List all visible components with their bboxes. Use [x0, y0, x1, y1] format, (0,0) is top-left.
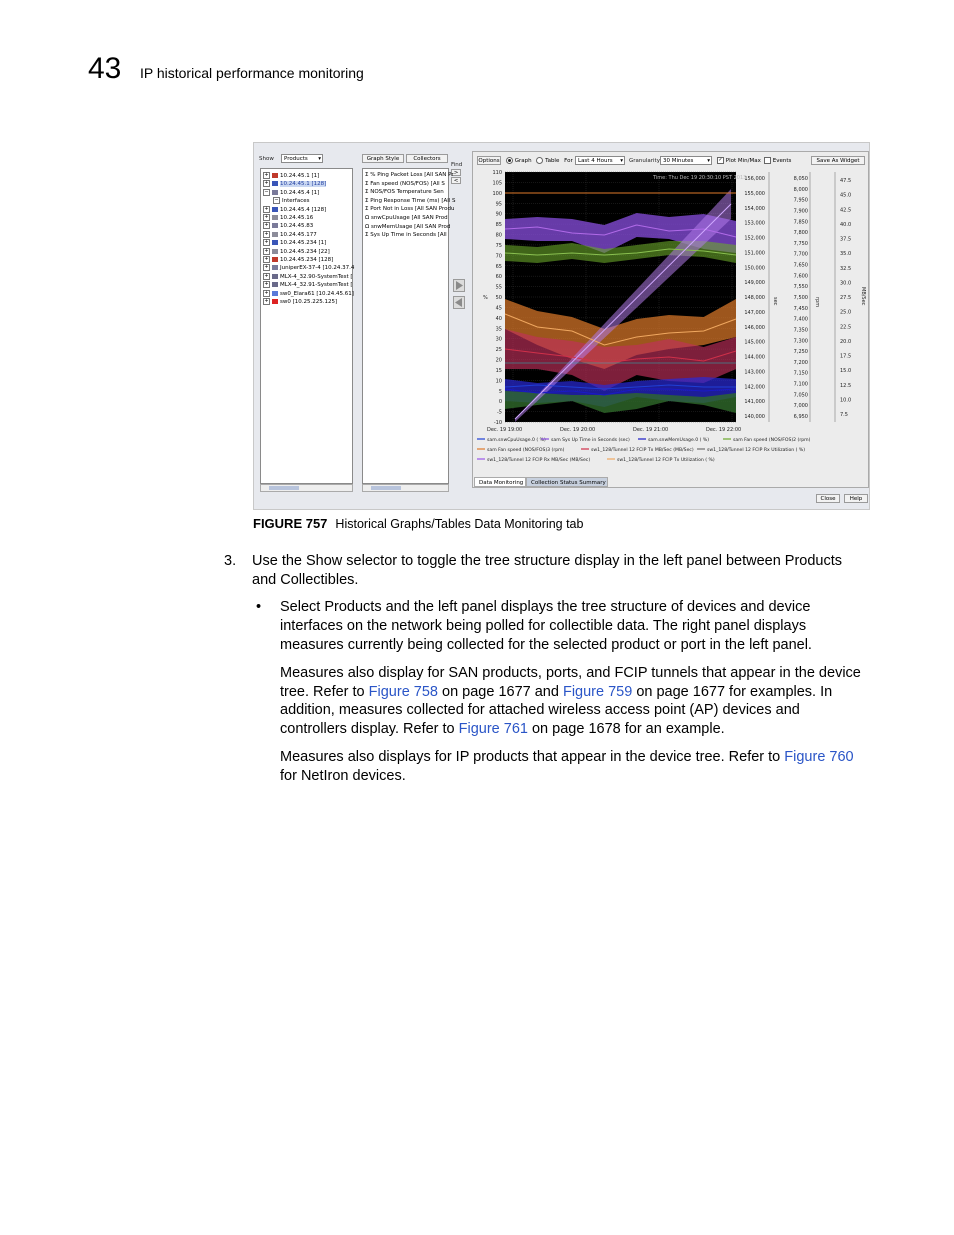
legend-label: sam Fan speed (NOS/FOS)3 (rpm) [487, 448, 565, 453]
para2-line4 [280, 720, 725, 739]
device-icon [272, 265, 278, 270]
mbs-tick-label: 22.5 [840, 324, 852, 331]
device-icon [272, 249, 278, 254]
sec-tick-label: 155,000 [744, 190, 765, 197]
expand-toggle-icon[interactable]: + [264, 256, 269, 262]
tree-item-label: 10.24.45.16 [280, 215, 314, 221]
sec-tick-label: 153,000 [744, 220, 765, 227]
rpm-tick-label: 7,050 [793, 392, 808, 399]
text-run: and the left panel displays the tree structure of devices and device [381, 599, 811, 615]
measure-item[interactable] [365, 181, 445, 187]
expand-toggle-icon[interactable]: + [264, 289, 269, 296]
legend-label: sam.snwMemUsage.0 ( %) [648, 438, 710, 443]
tree-item-label: Interfaces [282, 198, 310, 205]
y-tick-label: 70 [495, 253, 502, 260]
show-select[interactable] [281, 154, 323, 163]
measure-item-label: Port Not in Loss [All SAN Produ [370, 206, 455, 213]
y-tick-label: 100 [492, 190, 502, 197]
plot-minmax-option[interactable] [717, 157, 761, 164]
tree-item-label: 10.24.45.234 [1] [280, 240, 327, 247]
y-tick-label: 105 [492, 180, 502, 187]
measure-icon: Σ [365, 189, 371, 196]
rpm-tick-label: 7,950 [793, 197, 808, 204]
y-tick-label: 0 [498, 399, 502, 406]
text-run: . [354, 572, 359, 588]
chevron-down-icon: ▾ [707, 158, 710, 164]
y-tick-label: -5 [497, 409, 502, 416]
scrollbar-thumb[interactable] [269, 486, 299, 490]
y-tick-label: 45 [495, 305, 502, 312]
x-tick-label: Dec. 19 22:00 [706, 427, 742, 433]
figure-760-link[interactable]: Figure 760 [784, 749, 854, 765]
measure-icon: Ω [365, 215, 371, 221]
show-select-value: Products [284, 156, 308, 162]
expand-toggle-icon[interactable]: + [264, 264, 269, 271]
mbs-tick-label: 30.0 [840, 280, 852, 287]
measure-item-label: snwCpuUsage [All SAN Prod [370, 215, 448, 221]
device-tree-scrollbar[interactable] [260, 484, 353, 492]
device-icon [272, 282, 278, 287]
tree-item[interactable] [263, 264, 354, 271]
figure-caption [253, 516, 583, 531]
sec-tick-label: 145,000 [744, 339, 765, 346]
y-tick-label: 60 [495, 274, 502, 281]
y-tick-label: 65 [495, 263, 502, 270]
step-text-line2 [252, 571, 358, 590]
sec-tick-label: 152,000 [744, 235, 765, 242]
expand-toggle-icon[interactable]: + [264, 214, 269, 220]
view-mode-group [506, 157, 573, 164]
y-tick-label: 80 [495, 232, 502, 239]
tree-item-label: JuniperEX-37-4 [10.24.37.4 [280, 265, 355, 272]
measure-item[interactable] [365, 232, 447, 238]
for-label: For [564, 158, 573, 164]
expand-toggle-icon[interactable]: + [264, 172, 269, 178]
tree-item-label: 10.24.45.4 [1] [280, 189, 320, 196]
chevron-down-icon: ▾ [620, 158, 623, 164]
ui-term: Show [306, 553, 343, 569]
granularity-label: Granularity [629, 158, 660, 164]
rpm-tick-label: 7,700 [793, 251, 808, 258]
events-checkbox[interactable] [764, 157, 771, 164]
text-run: tree. Refer to [280, 684, 369, 700]
mbs-tick-label: 42.5 [840, 207, 852, 214]
text-run: Measures also displays for IP products that appear in the device tree. Refer to [280, 749, 785, 765]
rpm-tick-label: 7,550 [793, 284, 808, 291]
arrow-left-icon [454, 297, 464, 308]
figure-label: FIGURE 757 [253, 516, 328, 531]
measure-icon: Ω [365, 223, 371, 230]
sec-axis-label: sec [772, 297, 778, 306]
step-number: 3. [224, 553, 237, 569]
sec-tick-label: 151,000 [744, 250, 765, 257]
text-run: Select [280, 599, 325, 615]
mbs-tick-label: 32.5 [840, 265, 852, 272]
legend-label: sw1_128/Tunnel 12 FCIP Rx Utilization ( %) [707, 448, 806, 453]
tab-collection-status-summary[interactable]: Collection Status Summary [526, 477, 608, 487]
y-tick-label: 85 [495, 222, 502, 229]
rpm-tick-label: 7,500 [793, 295, 808, 301]
y-tick-label: 95 [495, 201, 502, 208]
find-label: Find [451, 162, 463, 168]
mbs-axis-label: MB/Sec [860, 287, 866, 306]
graph-radio-label: Graph [514, 158, 532, 164]
table-radio-label: Table [545, 158, 560, 164]
y-tick-label: 75 [495, 242, 502, 249]
device-icon [272, 240, 278, 245]
expand-toggle-icon[interactable]: + [264, 281, 269, 288]
mbs-tick-label: 27.5 [840, 295, 852, 301]
expand-toggle-icon[interactable]: + [264, 272, 269, 279]
tree-item[interactable] [263, 256, 333, 263]
tree-item-label: 10.24.45.4 [128] [280, 206, 327, 213]
para3-line1 [280, 748, 854, 767]
bullet-marker: • [256, 599, 262, 615]
granularity-select[interactable] [660, 156, 712, 165]
rpm-tick-label: 7,900 [793, 208, 808, 215]
y-tick-label: 25 [495, 347, 502, 354]
para2-line3: addition, measures collected for attached wireless access point (AP) devices and [280, 702, 800, 718]
y-tick-label: 15 [495, 367, 502, 374]
rpm-tick-label: 7,100 [793, 381, 808, 388]
measure-icon: Σ [365, 180, 371, 187]
save-as-widget-button[interactable]: Save As Widget [811, 156, 865, 165]
mbs-tick-label: 15.0 [840, 368, 852, 375]
text-run: controllers display. Refer to [280, 721, 459, 737]
expand-toggle-icon[interactable]: + [264, 205, 269, 212]
plot-minmax-checkbox[interactable]: ✓ [718, 157, 723, 163]
device-icon [272, 299, 278, 304]
mbs-tick-label: 45.0 [840, 192, 852, 199]
graph-radio[interactable] [506, 157, 513, 164]
tree-item[interactable] [263, 273, 353, 280]
rpm-tick-label: 7,850 [793, 219, 808, 226]
y-tick-label: 55 [495, 284, 502, 291]
para3-line2: for NetIron devices. [280, 768, 406, 784]
sec-tick-label: 148,000 [744, 295, 765, 301]
tree-item[interactable] [263, 206, 326, 213]
tree-item[interactable] [263, 222, 313, 229]
bullet-line1 [280, 598, 810, 617]
figure-title: Historical Graphs/Tables Data Monitoring tab [335, 517, 584, 531]
tree-item-label: 10.24.45.234 [128] [280, 257, 334, 263]
device-icon [272, 215, 278, 220]
sec-tick-label: 146,000 [744, 324, 765, 331]
measure-item-label: % Ping Packet Loss [All SAN Pr [370, 172, 454, 178]
rpm-tick-label: 7,000 [793, 403, 808, 410]
text-run: on page 1678 for an example. [527, 721, 725, 737]
mbs-tick-label: 10.0 [840, 397, 852, 404]
text-run: on page 1677 and [437, 684, 563, 700]
sec-tick-label: 149,000 [744, 280, 765, 287]
tree-item-label: MLX-4_32.91-SystemTest [ [280, 282, 353, 289]
rpm-tick-label: 7,150 [793, 370, 808, 377]
measure-icon: Σ [365, 197, 371, 204]
tree-item-label: sw0 [10.25.225.125] [280, 299, 338, 305]
measure-icon: Σ [365, 172, 371, 178]
for-select[interactable] [575, 156, 625, 165]
tree-item-label: 10.24.45.83 [280, 223, 314, 230]
options-button[interactable]: Options [478, 158, 500, 164]
y-tick-label: 30 [495, 336, 502, 343]
measure-item[interactable] [365, 215, 448, 221]
scrollbar-thumb[interactable] [371, 486, 401, 490]
arrow-right-icon [454, 280, 464, 291]
legend-label: sam Fan speed (NOS/FOS)2 (rpm) [733, 438, 811, 443]
legend-label: sw1_128/Tunnel 12 FCIP Rx MB/Sec (MB/Sec) [487, 458, 591, 463]
plot-minmax-label: Plot Min/Max [725, 158, 761, 164]
legend-label: sw1_128/Tunnel 12 FCIP Tx MB/Sec (MB/Sec) [591, 448, 694, 453]
tree-item[interactable] [263, 172, 319, 179]
time-readout: Time: Thu Dec 19 20:30:10 PST 2013 [653, 175, 747, 181]
measure-icon: Σ [365, 206, 371, 213]
rpm-tick-label: 7,200 [793, 359, 808, 366]
ui-term: Products [784, 553, 843, 569]
device-icon [272, 223, 278, 228]
rpm-tick-label: 7,400 [793, 316, 808, 323]
mbs-tick-label: 37.5 [840, 236, 852, 243]
expand-toggle-icon[interactable]: + [264, 298, 269, 304]
graph-style-button[interactable]: Graph Style [362, 154, 404, 163]
figure-759-link[interactable]: Figure 759 [562, 684, 633, 700]
for-select-value: Last 4 Hours [578, 158, 613, 164]
y-tick-label: 110 [492, 170, 502, 176]
tree-item[interactable] [263, 290, 354, 297]
measure-item[interactable] [365, 224, 450, 230]
text-run: selector to toggle the tree structure display in the left panel between [342, 553, 785, 569]
mbs-tick-label: 12.5 [840, 382, 852, 389]
ui-term: Collectibles [280, 572, 355, 588]
remove-arrow-button[interactable] [453, 296, 465, 309]
figure-758-link[interactable]: Figure 758 [368, 684, 438, 700]
expand-toggle-icon[interactable]: + [264, 222, 269, 229]
bullet-line2: interfaces on the network being polled for collectible data. The right panel displays [280, 618, 807, 634]
legend-label: sam Sys Up Time in Seconds (sec) [551, 438, 630, 443]
expand-toggle-icon[interactable]: + [264, 230, 269, 237]
sec-tick-label: 147,000 [744, 309, 765, 316]
tree-item-label: 10.24.45.234 [22] [280, 248, 330, 255]
para2-line2 [280, 683, 832, 702]
tree-item-label: 10.24.45.1 [128] [280, 181, 327, 188]
mbs-tick-label: 7.5 [840, 412, 848, 418]
tree-item[interactable] [263, 281, 353, 288]
measure-icon: Σ [365, 232, 371, 239]
close-button[interactable]: Close [816, 494, 840, 503]
device-icon [272, 274, 278, 279]
tree-item[interactable] [263, 214, 313, 221]
rpm-tick-label: 7,750 [793, 240, 808, 247]
x-tick-label: Dec. 19 19:00 [487, 427, 523, 433]
y-tick-label: 35 [495, 326, 502, 333]
expand-toggle-icon[interactable]: − [264, 188, 269, 195]
text-run: and [252, 572, 281, 588]
sec-tick-label: 144,000 [744, 354, 765, 361]
sec-tick-label: 150,000 [744, 265, 765, 272]
collectors-button[interactable]: Collectors [406, 154, 448, 163]
measure-item-label: snwMemUsage [All SAN Prod [370, 223, 451, 230]
measure-item-label: Ping Response Time (ms) [All S [370, 197, 456, 204]
granularity-select-value: 30 Minutes [663, 158, 694, 164]
rpm-tick-label: 7,300 [793, 338, 808, 345]
tree-item[interactable] [263, 298, 337, 305]
events-label: Events [772, 158, 792, 164]
chevron-down-icon: ▾ [318, 156, 321, 162]
device-icon [272, 181, 278, 186]
measure-item-label: Fan speed (NOS/FOS) [All S [370, 180, 445, 187]
device-icon [272, 291, 278, 296]
step-text-line1 [252, 552, 842, 571]
tree-item-label: 10.24.45.1 [1] [280, 173, 320, 179]
rpm-tick-label: 7,350 [793, 327, 808, 334]
divider [472, 487, 869, 488]
mbs-tick-label: 35.0 [840, 251, 852, 258]
help-button[interactable]: Help [844, 494, 868, 503]
tree-item[interactable] [263, 231, 317, 238]
device-icon [272, 207, 278, 212]
measure-list-scrollbar[interactable] [362, 484, 449, 492]
tree-item[interactable] [273, 197, 310, 204]
scroll-right-button[interactable]: > [451, 169, 461, 176]
rpm-tick-label: 7,600 [793, 273, 808, 280]
expand-toggle-icon[interactable]: + [264, 180, 269, 187]
measure-item[interactable] [365, 172, 454, 178]
y-tick-label: 20 [495, 357, 502, 364]
tab-data-monitoring[interactable]: Data Monitoring [474, 477, 526, 487]
y-tick-label: 90 [495, 211, 502, 218]
sec-tick-label: 142,000 [744, 384, 765, 391]
tree-item[interactable] [263, 239, 326, 246]
add-arrow-button[interactable] [453, 279, 465, 292]
device-icon [272, 232, 278, 237]
x-tick-label: Dec. 19 20:00 [560, 427, 596, 433]
sec-tick-label: 154,000 [744, 205, 765, 212]
sec-tick-label: 140,000 [744, 414, 765, 420]
tree-item-label: 10.24.45.177 [280, 231, 317, 238]
rpm-axis-label: rpm [814, 297, 820, 308]
rpm-tick-label: 7,650 [793, 262, 808, 269]
measure-item[interactable] [365, 198, 456, 204]
y-tick-label: 10 [495, 378, 502, 385]
rpm-tick-label: 7,250 [793, 349, 808, 356]
measure-item-label: NOS/FOS Temperature Sen [370, 189, 444, 196]
legend-label: sam.snwCpuUsage.0 ( %) [487, 438, 546, 443]
mbs-tick-label: 40.0 [840, 221, 852, 228]
expand-toggle-icon[interactable]: − [274, 197, 279, 204]
device-icon [272, 173, 278, 178]
sec-tick-label: 141,000 [744, 399, 765, 406]
chapter-number: 43 [88, 52, 122, 85]
rpm-tick-label: 7,800 [793, 230, 808, 237]
measure-list[interactable] [362, 168, 456, 484]
chapter-title: IP historical performance monitoring [140, 65, 364, 81]
x-tick-label: Dec. 19 21:00 [633, 427, 669, 433]
ui-term: Products [324, 599, 382, 615]
graph-panel [472, 151, 869, 488]
tree-item[interactable] [263, 248, 330, 255]
tree-item-label: MLX-4_32.90-SystemTest [ [280, 273, 353, 280]
rpm-tick-label: 7,450 [793, 305, 808, 312]
measure-item-label: Sys Up Time in Seconds [All [370, 232, 447, 239]
rpm-tick-label: 6,950 [793, 414, 808, 420]
sec-tick-label: 156,000 [744, 176, 765, 182]
figure-761-link[interactable]: Figure 761 [458, 721, 528, 737]
events-option[interactable] [764, 157, 791, 164]
mbs-tick-label: 17.5 [840, 353, 852, 360]
table-radio[interactable] [536, 157, 543, 164]
device-tree[interactable] [260, 168, 353, 484]
rpm-tick-label: 8,050 [793, 176, 808, 182]
expand-toggle-icon[interactable]: + [264, 247, 269, 254]
rpm-tick-label: 8,000 [793, 186, 808, 193]
y-tick-label: -10 [493, 420, 502, 426]
text-run: on page 1677 for examples. In [632, 684, 833, 700]
para2-line1: Measures also display for SAN products, ports, and FCIP tunnels that appear in the device [280, 665, 861, 681]
measure-item[interactable] [365, 189, 444, 195]
y-tick-label: 40 [495, 315, 502, 322]
show-label: Show [259, 156, 274, 162]
scroll-left-button[interactable]: < [451, 177, 461, 184]
sec-tick-label: 143,000 [744, 369, 765, 376]
y-axis-label: % [483, 295, 488, 301]
mbs-tick-label: 47.5 [840, 178, 852, 184]
tree-item[interactable] [263, 189, 319, 196]
device-icon [272, 257, 278, 262]
tree-item-label: sw0_Elara61 [10.24.45.61] [280, 290, 354, 297]
text-run: Use the [252, 553, 306, 569]
mbs-tick-label: 20.0 [840, 338, 852, 345]
expand-toggle-icon[interactable]: + [264, 239, 269, 246]
measure-item[interactable] [365, 206, 454, 212]
mbs-tick-label: 25.0 [840, 309, 852, 316]
bullet-line3: measures currently being collected for the selected product or port in the left panel. [280, 637, 812, 653]
tree-item[interactable] [263, 180, 326, 187]
y-tick-label: 5 [498, 388, 502, 395]
y-tick-label: 50 [495, 295, 502, 301]
device-icon [272, 190, 278, 195]
legend-label: sw1_128/Tunnel 12 FCIP Tx Utilization ( %) [617, 458, 715, 463]
historical-chart [473, 169, 868, 487]
screenshot-figure [253, 142, 870, 510]
